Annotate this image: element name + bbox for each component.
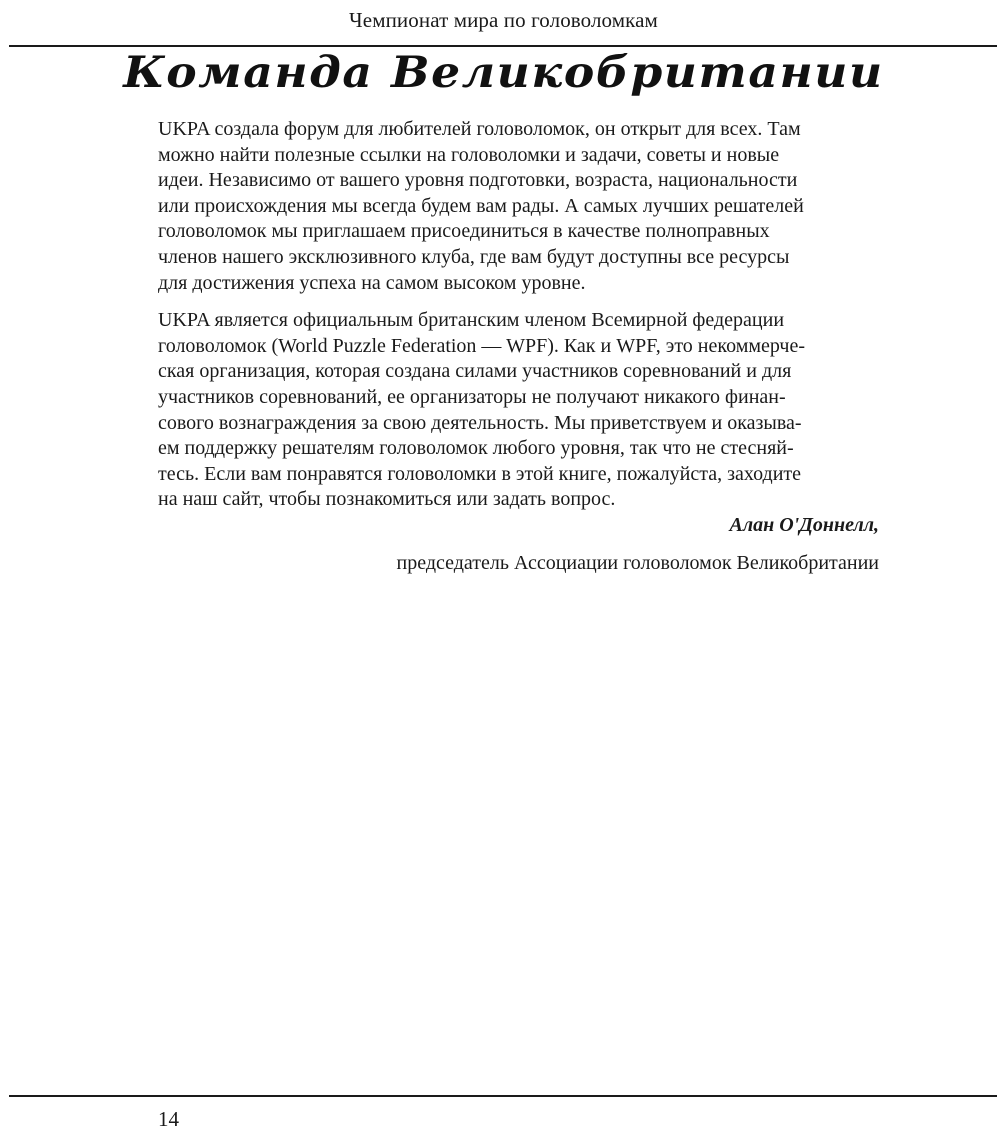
text-line: можно найти полезные ссылки на головоломки и задачи, советы и новые [158, 143, 780, 166]
running-header: Чемпионат мира по головоломкам [349, 8, 658, 32]
page-number: 14 [158, 1107, 179, 1131]
paragraph-1 [158, 117, 884, 296]
text-line: ем поддержку решателям головоломок любого уровня, так что не стесняй- [158, 437, 794, 460]
text-line: участников соревнований, ее организаторы не получают никакого финан- [158, 385, 786, 408]
text-line: сового вознаграждения за свою деятельность. Мы приветствуем и оказыва- [158, 411, 802, 434]
text-line: или происхождения мы всегда будем вам рады. А самых лучших решателей [158, 194, 804, 217]
text-line: членов нашего эксклюзивного клуба, где вам будут доступны все ресурсы [158, 245, 790, 268]
footer-rule [9, 1095, 997, 1097]
text-line: на наш сайт, чтобы познакомиться или задать вопрос. [158, 488, 616, 511]
text-line: идеи. Независимо от вашего уровня подготовки, возраста, национальности [158, 169, 798, 192]
text-line: головоломок мы приглашаем присоединиться в качестве полноправных [158, 220, 770, 243]
text-line: UKPA создала форум для любителей головоломок, он открыт для всех. Там [158, 118, 801, 140]
body-text [158, 117, 884, 525]
text-line: для достижения успеха на самом высоком уровне. [158, 271, 586, 294]
signature-role: председатель Ассоциации головоломок Великобритании [396, 552, 879, 574]
header-rule [9, 45, 997, 47]
text-line: головоломок (World Puzzle Federation — WPF). Как и WPF, это некоммерче- [158, 334, 805, 357]
text-line: UKPA является официальным британским членом Всемирной федерации [158, 309, 785, 332]
text-line: ская организация, которая создана силами участников соревнований и для [158, 360, 792, 383]
signature-name: Алан О'Доннелл, [729, 514, 879, 536]
paragraph-2 [158, 308, 884, 513]
page-title: Команда Великобритании [123, 48, 884, 98]
text-line: тесь. Если вам понравятся головоломки в этой книге, пожалуйста, заходите [158, 462, 802, 485]
